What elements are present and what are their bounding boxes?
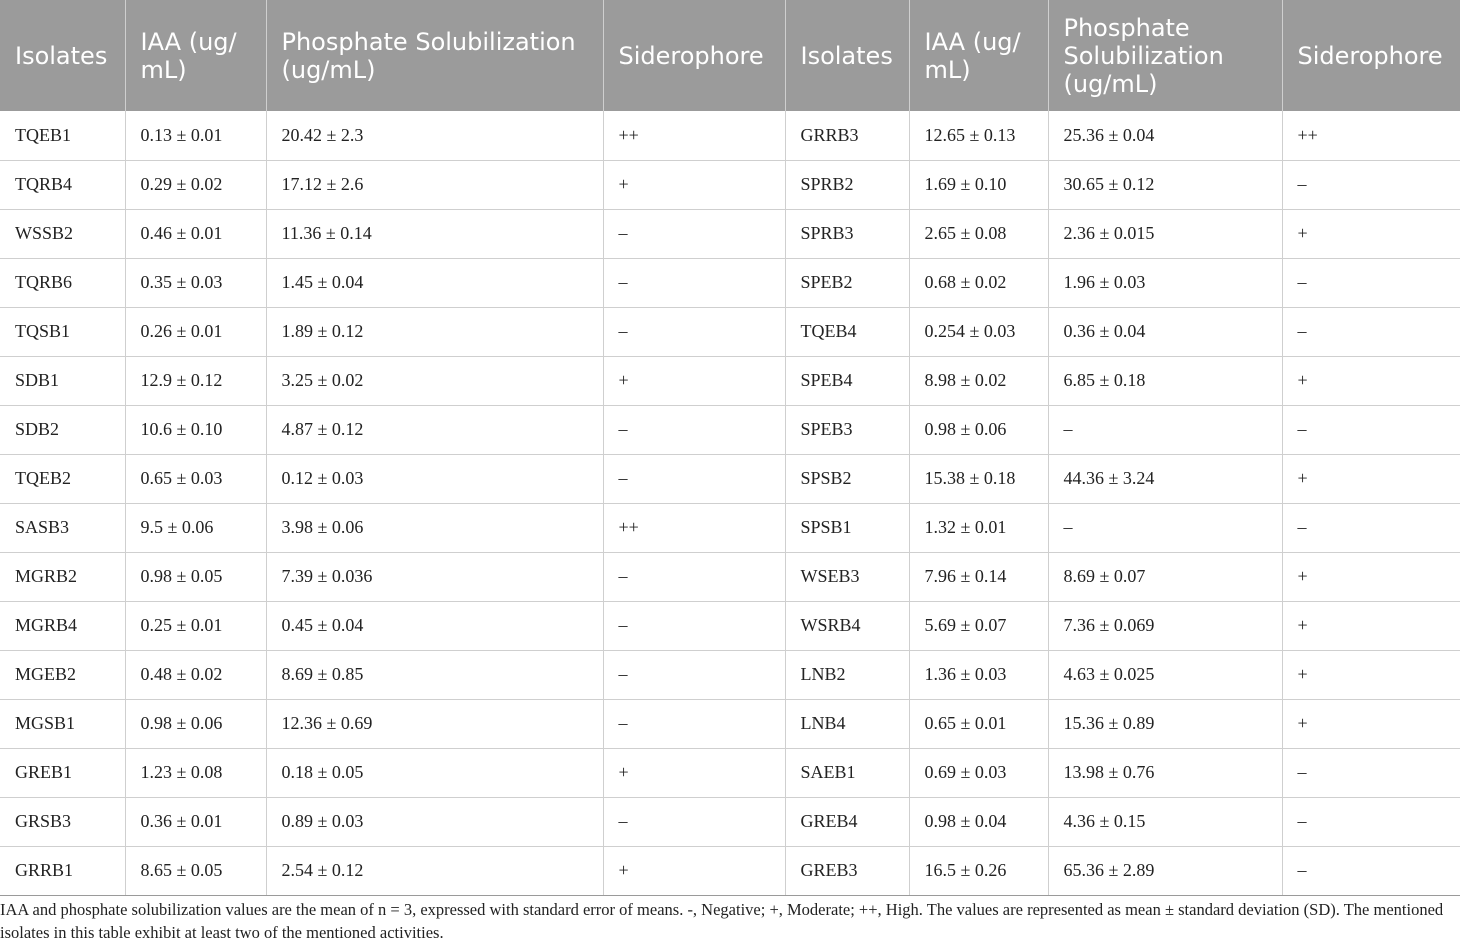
table-cell: – [1282,846,1460,895]
table-cell: WSSB2 [0,209,125,258]
table-cell: ++ [603,503,785,552]
table-cell: – [1282,405,1460,454]
table-cell: 9.5 ± 0.06 [125,503,266,552]
table-cell: WSRB4 [785,601,909,650]
table-row [0,748,1460,797]
table-cell: SPRB3 [785,209,909,258]
table-cell: 2.36 ± 0.015 [1048,209,1282,258]
table-cell: 12.36 ± 0.69 [266,699,603,748]
table-cell: + [1282,454,1460,503]
table-cell: 8.98 ± 0.02 [909,356,1048,405]
table-cell: 8.65 ± 0.05 [125,846,266,895]
table-cell: 3.25 ± 0.02 [266,356,603,405]
table-cell: SASB3 [0,503,125,552]
table-cell: – [1282,307,1460,356]
table-cell: 0.89 ± 0.03 [266,797,603,846]
table-row [0,699,1460,748]
table-cell: + [603,748,785,797]
table-cell: 11.36 ± 0.14 [266,209,603,258]
table-row [0,503,1460,552]
table-cell: 0.98 ± 0.04 [909,797,1048,846]
table-cell: 4.36 ± 0.15 [1048,797,1282,846]
column-header: Siderophore [603,0,785,111]
column-header: Phosphate Solubilization (ug/mL) [266,0,603,111]
table-cell: SPEB3 [785,405,909,454]
column-header: IAA (ug/ mL) [125,0,266,111]
table-cell: 44.36 ± 3.24 [1048,454,1282,503]
table-cell: 0.25 ± 0.01 [125,601,266,650]
table-cell: + [603,846,785,895]
table-cell: – [603,405,785,454]
table-cell: + [603,356,785,405]
table-cell: 0.65 ± 0.01 [909,699,1048,748]
table-cell: 5.69 ± 0.07 [909,601,1048,650]
table-cell: ++ [1282,111,1460,160]
table-cell: 1.32 ± 0.01 [909,503,1048,552]
table-cell: 0.48 ± 0.02 [125,650,266,699]
table-row [0,797,1460,846]
table-cell: TQEB2 [0,454,125,503]
table-cell: SPSB2 [785,454,909,503]
table-cell: 65.36 ± 2.89 [1048,846,1282,895]
table-cell: 10.6 ± 0.10 [125,405,266,454]
table-cell: 0.98 ± 0.06 [125,699,266,748]
table-cell: 1.36 ± 0.03 [909,650,1048,699]
table-cell: SDB1 [0,356,125,405]
table-cell: + [1282,699,1460,748]
table-cell: 8.69 ± 0.07 [1048,552,1282,601]
table-row [0,258,1460,307]
table-row [0,650,1460,699]
table-cell: SDB2 [0,405,125,454]
header-row [0,0,1460,111]
table-cell: 12.65 ± 0.13 [909,111,1048,160]
table-row [0,160,1460,209]
table-cell: 12.9 ± 0.12 [125,356,266,405]
table-cell: GREB3 [785,846,909,895]
table-cell: LNB2 [785,650,909,699]
table-cell: – [1048,405,1282,454]
table-row [0,405,1460,454]
table-cell: 7.39 ± 0.036 [266,552,603,601]
table-cell: TQSB1 [0,307,125,356]
table-cell: WSEB3 [785,552,909,601]
table-cell: MGSB1 [0,699,125,748]
table-cell: SPEB2 [785,258,909,307]
table-cell: 0.98 ± 0.06 [909,405,1048,454]
table-cell: 0.35 ± 0.03 [125,258,266,307]
table-cell: 1.23 ± 0.08 [125,748,266,797]
table-cell: 17.12 ± 2.6 [266,160,603,209]
table-cell: 15.38 ± 0.18 [909,454,1048,503]
table-cell: + [603,160,785,209]
table-cell: 0.69 ± 0.03 [909,748,1048,797]
table-row [0,307,1460,356]
table-cell: 0.18 ± 0.05 [266,748,603,797]
column-header: Siderophore [1282,0,1460,111]
table-cell: GREB1 [0,748,125,797]
table-cell: SPSB1 [785,503,909,552]
table-row [0,846,1460,895]
table-cell: 1.45 ± 0.04 [266,258,603,307]
table-cell: – [1282,748,1460,797]
table-cell: 0.45 ± 0.04 [266,601,603,650]
column-header: Isolates [785,0,909,111]
table-cell: – [603,454,785,503]
table-cell: 8.69 ± 0.85 [266,650,603,699]
table-cell: + [1282,552,1460,601]
table-cell: – [603,552,785,601]
table-cell: – [603,797,785,846]
table-cell: GREB4 [785,797,909,846]
table-cell: – [603,650,785,699]
table-cell: 30.65 ± 0.12 [1048,160,1282,209]
column-header: Isolates [0,0,125,111]
table-cell: – [1282,503,1460,552]
table-cell: 15.36 ± 0.89 [1048,699,1282,748]
table-cell: 0.13 ± 0.01 [125,111,266,160]
table-cell: SPRB2 [785,160,909,209]
table-cell: – [603,699,785,748]
table-cell: ++ [603,111,785,160]
table-cell: 0.98 ± 0.05 [125,552,266,601]
table-cell: 0.12 ± 0.03 [266,454,603,503]
table-cell: TQRB6 [0,258,125,307]
table-cell: 0.68 ± 0.02 [909,258,1048,307]
table-cell: 4.63 ± 0.025 [1048,650,1282,699]
table-cell: – [603,258,785,307]
table-cell: 13.98 ± 0.76 [1048,748,1282,797]
table-cell: – [1282,160,1460,209]
table-cell: 1.96 ± 0.03 [1048,258,1282,307]
table-cell: TQEB1 [0,111,125,160]
table-body [0,111,1460,895]
table-cell: + [1282,356,1460,405]
column-header: IAA (ug/ mL) [909,0,1048,111]
table-cell: – [1282,258,1460,307]
table-cell: 0.254 ± 0.03 [909,307,1048,356]
column-header: Phosphate Solubilization (ug/mL) [1048,0,1282,111]
table-cell: 1.89 ± 0.12 [266,307,603,356]
table-cell: SPEB4 [785,356,909,405]
table-row [0,209,1460,258]
table-cell: 0.36 ± 0.01 [125,797,266,846]
table-cell: 0.36 ± 0.04 [1048,307,1282,356]
table-cell: – [603,307,785,356]
table-row [0,356,1460,405]
table-cell: – [603,601,785,650]
table-row [0,454,1460,503]
table-cell: – [603,209,785,258]
table-cell: 7.36 ± 0.069 [1048,601,1282,650]
table-cell: 2.54 ± 0.12 [266,846,603,895]
table-cell: 3.98 ± 0.06 [266,503,603,552]
table-cell: 0.65 ± 0.03 [125,454,266,503]
table-cell: 0.26 ± 0.01 [125,307,266,356]
table-cell: + [1282,209,1460,258]
table-cell: GRSB3 [0,797,125,846]
table-cell: SAEB1 [785,748,909,797]
table-cell: 0.29 ± 0.02 [125,160,266,209]
table-cell: 7.96 ± 0.14 [909,552,1048,601]
table-cell: 2.65 ± 0.08 [909,209,1048,258]
table-cell: GRRB3 [785,111,909,160]
table-cell: – [1282,797,1460,846]
table-cell: + [1282,650,1460,699]
table-cell: MGRB4 [0,601,125,650]
table-cell: MGEB2 [0,650,125,699]
table-cell: 4.87 ± 0.12 [266,405,603,454]
table-cell: + [1282,601,1460,650]
table-cell: GRRB1 [0,846,125,895]
table-cell: 20.42 ± 2.3 [266,111,603,160]
table-row [0,601,1460,650]
table-row [0,111,1460,160]
table-cell: LNB4 [785,699,909,748]
table-cell: 6.85 ± 0.18 [1048,356,1282,405]
table-cell: – [1048,503,1282,552]
table-cell: 25.36 ± 0.04 [1048,111,1282,160]
table-cell: 1.69 ± 0.10 [909,160,1048,209]
table-cell: TQRB4 [0,160,125,209]
table-cell: TQEB4 [785,307,909,356]
table-cell: 16.5 ± 0.26 [909,846,1048,895]
table-cell: 0.46 ± 0.01 [125,209,266,258]
table-footnote: IAA and phosphate solubilization values are the mean of n = 3, expressed with standard error of means. -, Negative; +, Moderate; ++, High. The values are represented as mean ± standard deviation (SD). The mentioned isolates in this table exhibit at least two of the mentioned activities. [0,900,1444,942]
table-row [0,552,1460,601]
table-cell: MGRB2 [0,552,125,601]
